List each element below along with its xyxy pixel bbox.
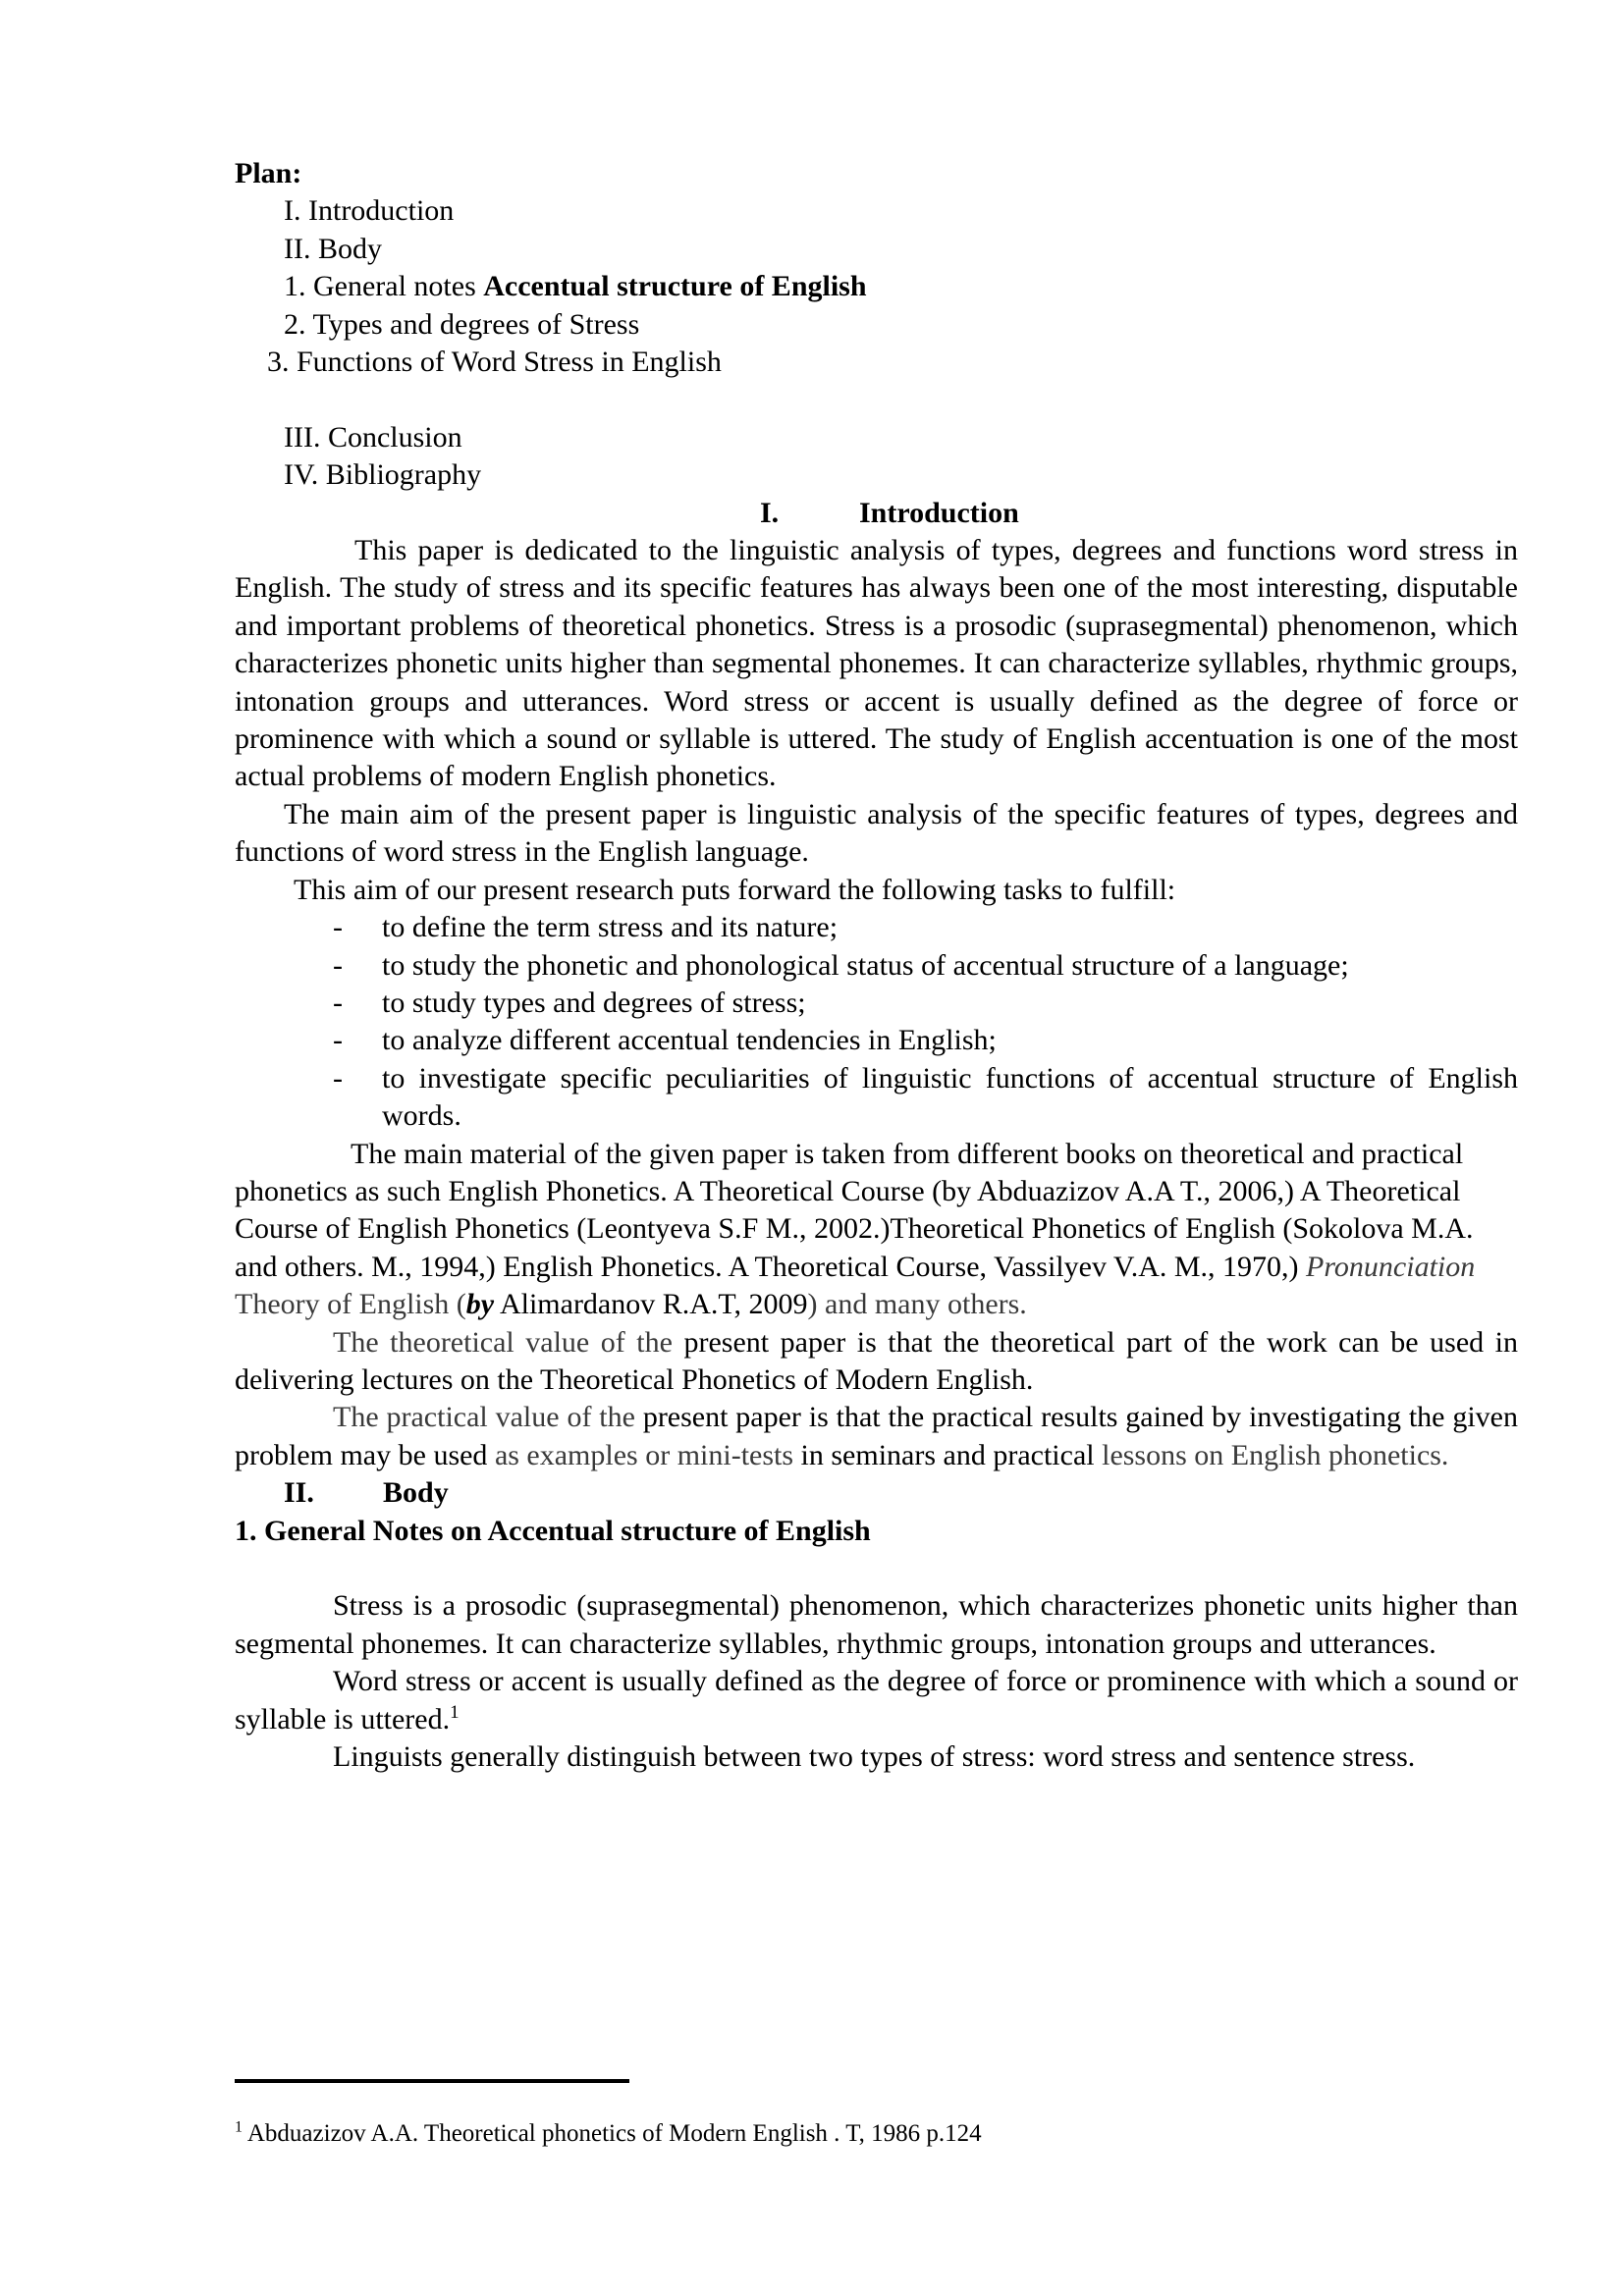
intro-paragraph: The main aim of the present paper is linguistic analysis of the specific features of types, degrees and functions of word stress in the English language. <box>235 797 1518 869</box>
plan-item: I. Introduction <box>284 194 455 228</box>
spacer <box>235 381 1518 418</box>
footnote: $^1$ Abduazizov A.A. Theoretical phonetics of Modern English . T, 1986 p.124 <box>235 2118 982 2147</box>
body-paragraph: Linguists generally distinguish between two types of stress: word stress and sentence stress. <box>333 1740 1416 1774</box>
document-page <box>235 155 1518 1776</box>
list-item: - to study the phonetic and phonological status of accentual structure of a language; <box>333 948 1349 982</box>
footnote-separator <box>235 2079 629 2083</box>
intro-paragraph: The main material of the given paper is taken from different books on theoretical and practical phonetics as such English Phonetics. A Theoretical Course (by Abduazizov A.A T., 2006,) A Theoretical Course of English Phonetics (Leontyeva S.F M., 2002.)Theoretical Phonetics of English (Sokolova M.A. and others. M., 1994,) English Phonetics. A Theoretical Course, Vassilyev V.A. M., 1970,) Pronunciation Theory of English (by Alimardanov R.A.T, 2009) and many others. <box>235 1137 1476 1321</box>
intro-paragraph: The theoretical value of the present paper is that the theoretical part of the work can be used in delivering lectures on the Theoretical Phonetics of Modern English. <box>235 1325 1518 1396</box>
plan-item: 3. Functions of Word Stress in English <box>267 346 722 379</box>
plan-item: II. Body <box>284 232 382 265</box>
footnote-reference[interactable]: 1 <box>450 1701 460 1723</box>
task-list <box>235 909 1518 1135</box>
intro-paragraph: The practical value of the present paper is that the practical results gained by investigating the given problem may be used as examples or mini-tests in seminars and practical lessons on English phonetics. <box>235 1401 1518 1471</box>
intro-paragraph: This paper is dedicated to the linguistic analysis of types, degrees and functions word stress in English. The study of stress and its specific features has always been one of the most interesting, disputable and important problems of theoretical phonetics. Stress is a prosodic (suprasegmental) phenomenon, which characterizes phonetic units higher than segmental phonemes. It can characterize syllables, rhythmic groups, intonation groups and utterances. Word stress or accent is usually defined as the degree of force or prominence with which a sound or syllable is uttered. The study of English accentuation is one of the most actual problems of modern English phonetics. <box>235 534 1518 793</box>
plan-item: 1. General notes Accentual structure of English <box>284 270 867 303</box>
list-item: - to define the term stress and its nature; <box>333 911 839 944</box>
plan-item: 2. Types and degrees of Stress <box>284 307 640 341</box>
plan-item: IV. Bibliography <box>284 458 482 492</box>
spacer <box>235 1550 1518 1587</box>
section-heading-introduction: I. Introduction <box>760 496 1019 529</box>
section-heading-body: II. Body <box>284 1476 449 1510</box>
body-paragraph: Word stress or accent is usually defined as the degree of force or prominence with which a sound or syllable is uttered.$^1$ <box>235 1665 1518 1735</box>
body-paragraph: Stress is a prosodic (suprasegmental) phenomenon, which characterizes phonetic units higher than segmental phonemes. It can characterize syllables, rhythmic groups, intonation groups and utterances. <box>235 1589 1518 1660</box>
list-item: - to study types and degrees of stress; <box>333 986 806 1019</box>
list-item: - to investigate specific peculiarities of linguistic functions of accentual structure of English words. <box>333 1061 1518 1133</box>
intro-paragraph: This aim of our present research puts forward the following tasks to fulfill: <box>294 873 1176 906</box>
plan-title: Plan: <box>235 157 302 189</box>
list-item: - to analyze different accentual tendencies in English; <box>333 1024 997 1057</box>
subsection-heading: 1. General Notes on Accentual structure of English <box>235 1514 871 1547</box>
plan-item: III. Conclusion <box>284 420 462 454</box>
